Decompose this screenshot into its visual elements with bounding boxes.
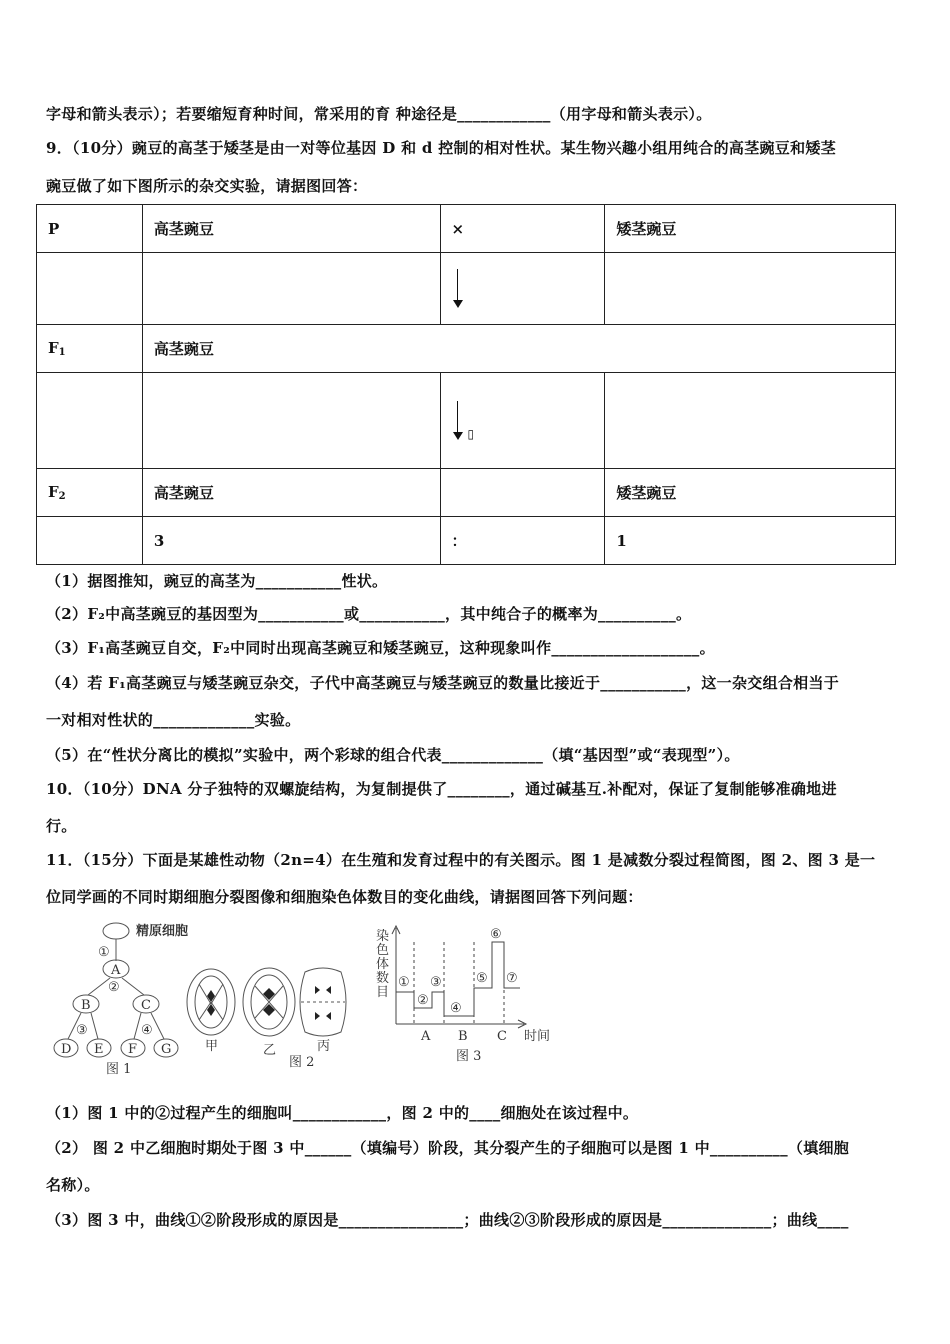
fig3-ylabel-char: 目 [376,985,390,1000]
q9-sub2: （2）F₂中高茎豌豆的基因型为___________或___________，其中纯合子的概率为__________。 [46,605,692,623]
p-tall-cell: 高茎豌豆 [142,205,440,253]
q9-sub4-line2: 一对相对性状的_____________实验。 [46,711,301,729]
p-label: P [37,205,143,253]
fig1-step-label: ② [108,980,120,995]
fig1-node: G [161,1042,172,1057]
fig2-caption: 图 2 [289,1055,315,1070]
f2-short-cell: 矮茎豌豆 [605,469,896,517]
q11-stem-line1: 11．（15分）下面是某雄性动物（2n=4）在生殖和发育过程中的有关图示。图 1 是减数分裂过程简图，图 2、图 3 是一 [46,851,876,869]
figure-2-cell-images [183,958,353,1072]
q9-sub5: （5）在“性状分离比的模拟”实验中，两个彩球的组合代表_____________（填“基因型”或“表现型”）。 [46,746,740,764]
ratio-left: 3 [142,517,440,565]
fig1-step-label: ④ [141,1023,153,1038]
selfing-mark: ▯ [467,426,475,441]
empty-cell [440,469,605,517]
fig3-xmark: A [421,1029,431,1044]
q11-sub3: （3）图 3 中，曲线①②阶段形成的原因是________________；曲线②③阶段形成的原因是______________；曲线____ [46,1211,849,1229]
p-short-cell: 矮茎豌豆 [605,205,896,253]
empty-cell [37,517,143,565]
q9-sub1: （1）据图推知，豌豆的高茎为___________性状。 [46,572,388,590]
fig3-segment: ⑦ [506,971,518,986]
fig3-segment: ⑤ [476,971,488,986]
empty-cell [37,373,143,469]
fig3-ylabel-char: 色 [376,943,390,958]
q10-line1: 10．（10分）DNA 分子独特的双螺旋结构，为复制提供了________，通过碱基互.补配对，保证了复制能够准确地进 [46,780,837,798]
fig3-xmark: B [458,1029,468,1044]
ratio-colon: ： [440,517,605,565]
f1-label: $F_1$ [37,325,143,373]
figure-1-meiosis-diagram [48,918,188,1076]
fig3-segment: ④ [450,1001,462,1016]
q11-sub2-line1: （2） 图 2 中乙细胞时期处于图 3 中______（填编号）阶段，其分裂产生的子细胞可以是图 1 中__________（填细胞 [46,1139,850,1157]
arrow-down-icon [452,269,468,309]
cross-sign: × [440,205,605,253]
fig1-node: A [111,963,121,978]
figure-3-chromosome-curve [372,920,562,1066]
q9-sub3: （3）F₁高茎豌豆自交，F₂中同时出现高茎豌豆和矮茎豌豆，这种现象叫作___________________。 [46,639,715,657]
f1-tall-cell: 高茎豌豆 [142,325,895,373]
fig3-segment: ① [398,975,410,990]
q11-sub1: （1）图 1 中的②过程产生的细胞叫____________，图 2 中的____细胞处在该过程中。 [46,1104,639,1122]
fig2-label-yi: 乙 [263,1043,277,1058]
fig3-ylabel-char: 数 [376,971,390,986]
fig1-caption: 图 1 [106,1062,132,1076]
fig1-node: F [128,1042,138,1057]
fig3-xlabel: 时间 [524,1029,551,1044]
q9-stem-line1: 9．（10分）豌豆的高茎于矮茎是由一对等位基因 D 和 d 控制的相对性状。某生物兴趣小组用纯合的高茎豌豆和矮茎 [46,139,837,157]
fig3-segment: ② [417,993,429,1008]
fig1-node: E [94,1042,104,1057]
q11-sub2-line2: 名称）。 [46,1176,100,1194]
empty-cell [142,373,440,469]
fig1-node: B [81,998,91,1013]
fig2-label-jia: 甲 [205,1039,219,1054]
fig1-step-label: ① [98,945,110,960]
fig3-ylabel-char: 染 [376,929,390,944]
f2-tall-cell: 高茎豌豆 [142,469,440,517]
fig3-ylabel-char: 体 [376,957,390,972]
arrow-cell [440,253,605,325]
empty-cell [605,373,896,469]
intro-line: 字母和箭头表示）；若要缩短育种时间，常采用的育 种途径是____________（用字母和箭头表示）。 [46,105,712,123]
q11-stem-line2: 位同学画的不同时期细胞分裂图像和细胞染色体数目的变化曲线，请据图回答下列问题： [46,888,643,906]
fig3-caption: 图 3 [456,1049,482,1064]
cross-table [36,204,896,565]
f2-label: $F_2$ [37,469,143,517]
q9-sub4-line1: （4）若 F₁高茎豌豆与矮茎豌豆杂交，子代中高茎豌豆与矮茎豌豆的数量比接近于___________，这一杂交组合相当于 [46,674,840,692]
q9-stem-line2: 豌豆做了如下图所示的杂交实验，请据图回答： [46,177,368,195]
arrow-down-icon [452,401,468,441]
fig1-step-label: ③ [76,1023,88,1038]
empty-cell [605,253,896,325]
q10-line2: 行。 [46,817,77,835]
fig3-segment: ③ [430,975,442,990]
fig2-label-bing: 丙 [317,1039,331,1054]
fig1-node: C [141,998,151,1013]
fig1-top-label: 精原细胞 [136,924,188,939]
empty-cell [37,253,143,325]
fig3-segment: ⑥ [490,927,502,942]
empty-cell [142,253,440,325]
fig1-node: D [61,1042,72,1057]
ratio-right: 1 [605,517,896,565]
fig3-xmark: C [497,1029,507,1044]
arrow-cell [440,373,605,469]
